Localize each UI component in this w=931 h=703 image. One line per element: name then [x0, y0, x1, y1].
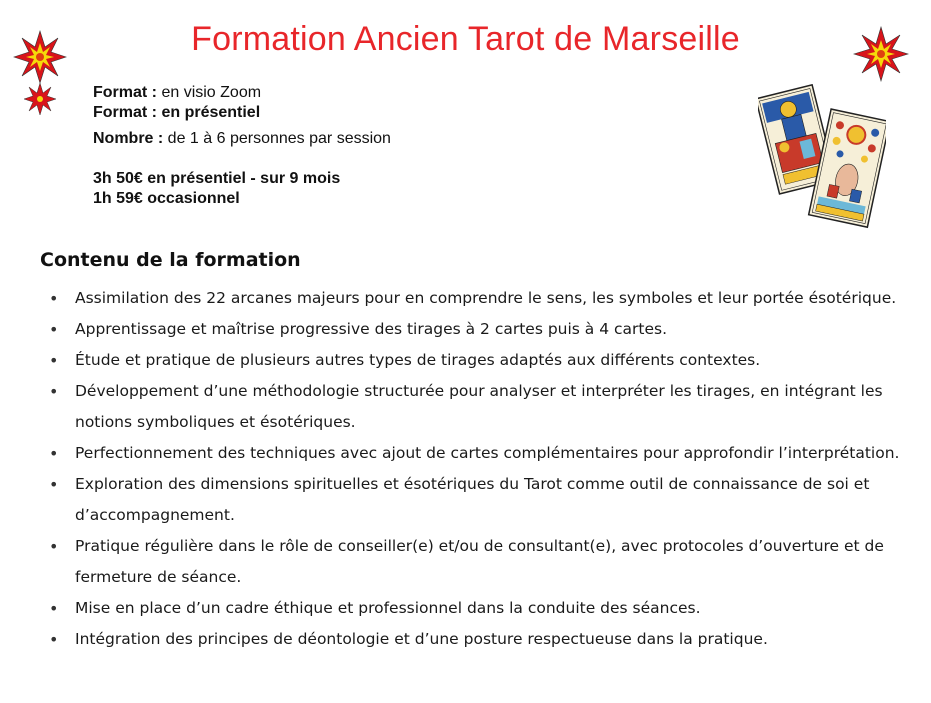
- list-item: • Étude et pratique de plusieurs autres types de tirages adaptés aux différents contextes.: [40, 345, 920, 376]
- list-item: • Pratique régulière dans le rôle de conseiller(e) et/ou de consultant(e), avec protocoles d’ouverture et de fermeture de séance.: [40, 531, 920, 593]
- format-visio: [93, 84, 261, 102]
- format-value: en visio Zoom: [157, 84, 262, 101]
- list-item: • Mise en place d’un cadre éthique et professionnel dans la conduite des séances.: [40, 593, 920, 624]
- list-item: • Intégration des principes de déontologie et d’une posture respectueuse dans la pratique.: [40, 624, 920, 655]
- section-heading: Contenu de la formation: [40, 249, 301, 271]
- price-presentiel: 3h 50€ en présentiel - sur 9 mois: [93, 170, 341, 187]
- list-item: • Perfectionnement des techniques avec ajout de cartes complémentaires pour approfondir l’interprétation.: [40, 438, 920, 469]
- list-item: • Apprentissage et maîtrise progressive des tirages à 2 cartes puis à 4 cartes.: [40, 314, 920, 345]
- format-presentiel-label: Format : en présentiel: [93, 104, 261, 121]
- format-presentiel: [93, 104, 260, 122]
- format-label: Format :: [93, 84, 157, 101]
- sun-star-icon: [12, 30, 68, 84]
- sun-star-icon: [852, 26, 910, 82]
- nombre-label: Nombre :: [93, 130, 164, 147]
- nombre-value: de 1 à 6 personnes par session: [163, 130, 391, 147]
- content-list: [40, 283, 920, 655]
- list-item: • Développement d’une méthodologie structurée pour analyser et interpréter les tirages, en intégrant les notions symboliques et ésotériques.: [40, 376, 920, 438]
- page-title: Formation Ancien Tarot de Marseille: [191, 20, 740, 58]
- price-occasionnel: 1h 59€ occasionnel: [93, 190, 240, 207]
- tarot-cards-illustration: [758, 84, 886, 236]
- nombre-line: [93, 130, 391, 148]
- list-item: • Exploration des dimensions spirituelles et ésotériques du Tarot comme outil de connaissance de soi et d’accompagnement.: [40, 469, 920, 531]
- sun-star-icon: [22, 82, 58, 116]
- list-item: • Assimilation des 22 arcanes majeurs pour en comprendre le sens, les symboles et leur portée ésotérique.: [40, 283, 920, 314]
